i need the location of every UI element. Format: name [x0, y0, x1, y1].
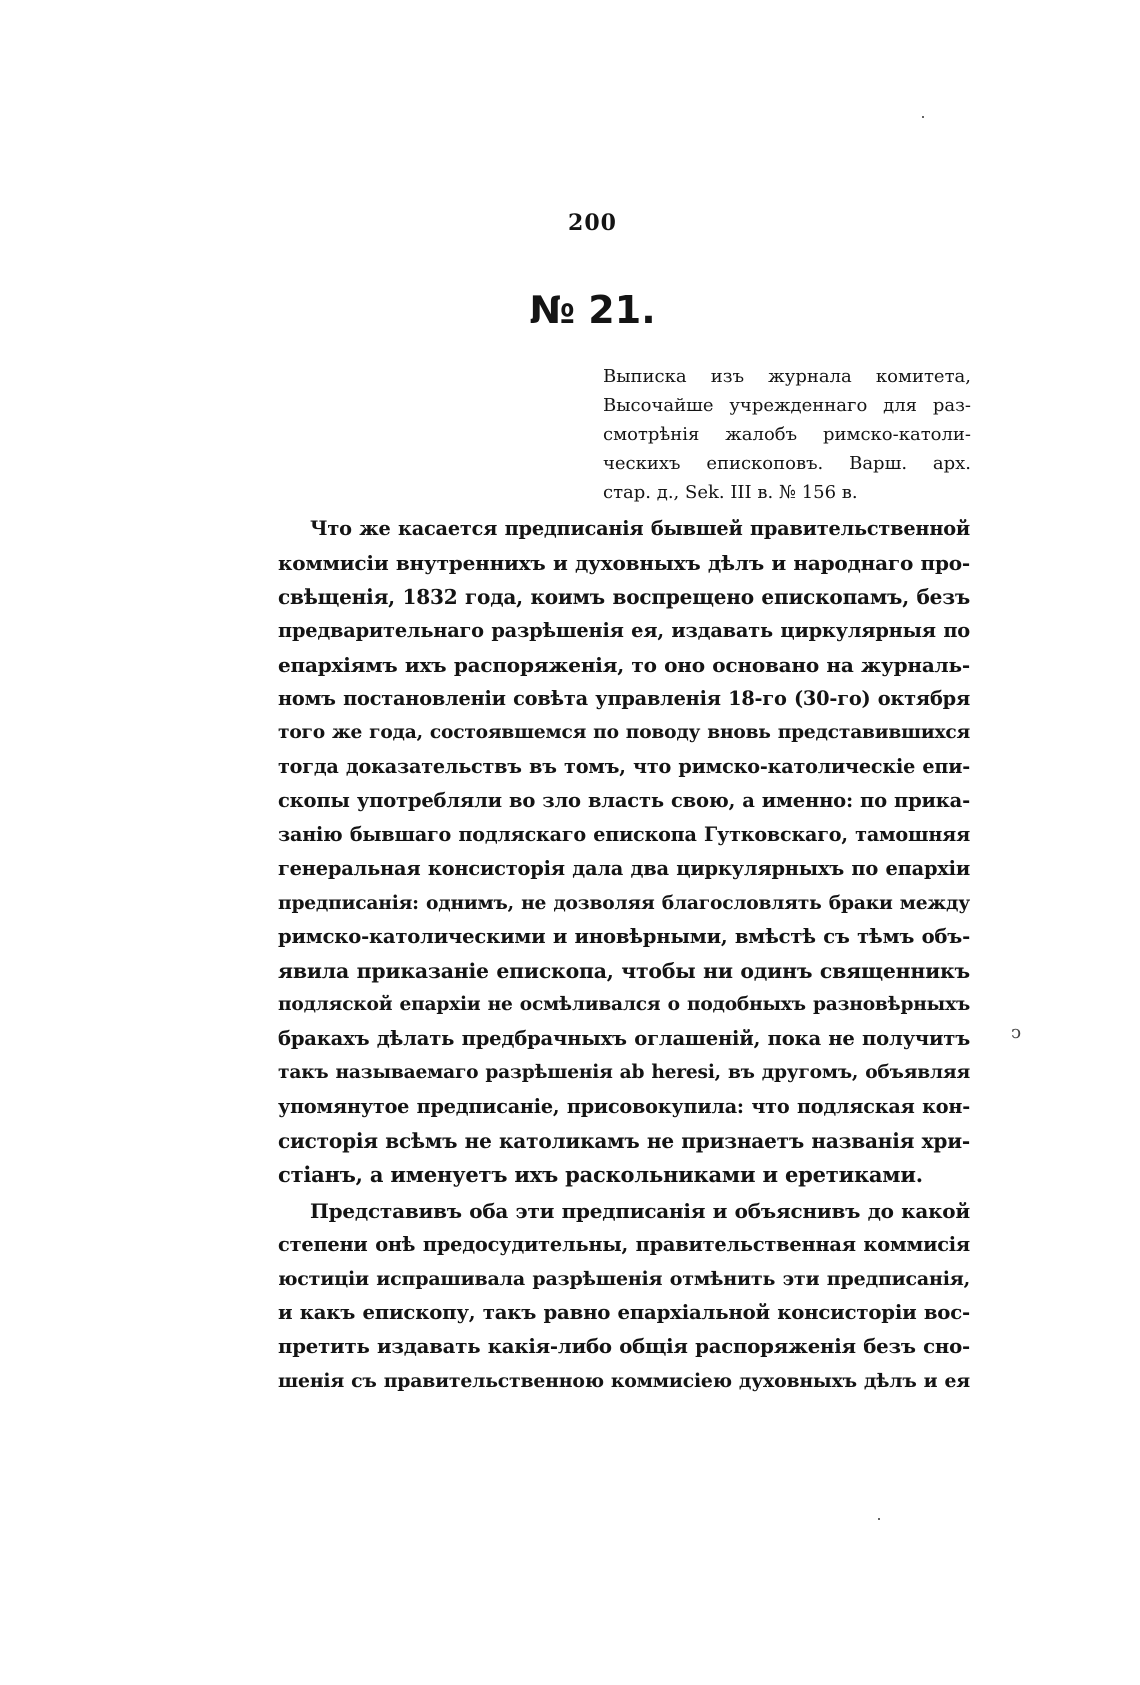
page-number [0, 210, 1140, 236]
source-note-line: ческихъ епископовъ. Варш. арх. [603, 453, 971, 474]
text-line: предписанія: однимъ, не дозволяя благословлять браки между [278, 892, 970, 914]
source-note-line: Высочайше учрежденнаго для раз- [603, 395, 971, 416]
text-line: тогда доказательствъ въ томъ, что римско-католическіе епи- [278, 755, 970, 778]
text-line: скопы употребляли во зло власть свою, а именно: по прика- [278, 789, 970, 812]
text-line: того же года, состоявшемся по поводу вновь представившихся [278, 722, 970, 743]
text-line: Представивъ оба эти предписанія и объяснивъ до какой [310, 1199, 970, 1223]
text-line: степени онѣ предосудительны, правительственная коммисія [278, 1233, 970, 1256]
text-line: свѣщенія, 1832 года, коимъ воспрещено епископамъ, безъ [278, 585, 970, 609]
paragraph-2 [278, 1194, 970, 1398]
text-line: стіанъ, а именуетъ ихъ раскольниками и еретиками. [278, 1162, 923, 1187]
text-line: бракахъ дѣлать предбрачныхъ оглашеній, пока не получитъ [278, 1027, 970, 1050]
text-line: коммисіи внутреннихъ и духовныхъ дѣлъ и народнаго про- [278, 551, 970, 575]
text-line: предварительнаго разрѣшенія ея, издавать циркулярныя по [278, 619, 970, 642]
text-line: Что же касается предписанія бывшей правительственной [310, 517, 970, 540]
source-note-line: Выписка изъ журнала комитета, [603, 366, 971, 387]
source-note-line: стар. д., Sek. III в. № 156 в. [603, 482, 858, 503]
text-line: упомянутое предписаніе, присовокупила: что подляская кон- [278, 1095, 970, 1118]
document-number-text: № 21. [529, 288, 656, 332]
page-number-text: 200 [568, 210, 617, 236]
text-line: систорія всѣмъ не католикамъ не признаетъ названія хри- [278, 1129, 970, 1153]
text-line: шенія съ правительственною коммисіею духовныхъ дѣлъ и ея [278, 1370, 970, 1392]
text-line: римско-католическими и иновѣрными, вмѣстѣ съ тѣмъ объ- [278, 925, 970, 948]
document-number-heading [0, 288, 1140, 332]
text-line: претить издавать какія-либо общія распоряженія безъ сно- [278, 1335, 970, 1358]
body-text [278, 512, 970, 1398]
text-line: занію бывшаго подляскаго епископа Гутковскаго, тамошняя [278, 823, 970, 846]
text-line: такъ называемаго разрѣшенія ab heresi, въ другомъ, объявляя [278, 1062, 970, 1083]
text-line: юстиціи испрашивала разрѣшенія отмѣнить эти предписанія, [278, 1268, 970, 1290]
text-line: явила приказаніе епископа, чтобы ни одинъ священникъ [278, 959, 970, 983]
margin-mark-icon: ↄ [1011, 1022, 1022, 1043]
text-line: подляской епархіи не осмѣливался о подобныхъ разновѣрныхъ [278, 994, 970, 1015]
text-line: епархіямъ ихъ распоряженія, то оно основано на журналь- [278, 653, 970, 677]
paragraph-1 [278, 512, 970, 1192]
scan-speck-icon [922, 116, 924, 118]
text-line: генеральная консисторія дала два циркулярныхъ по епархіи [278, 857, 970, 880]
source-note-line: смотрѣнія жалобъ римско-католи- [603, 424, 971, 445]
scan-speck-icon [878, 1518, 880, 1520]
source-citation-note [603, 362, 971, 507]
text-line: и какъ епископу, такъ равно епархіальной консисторіи вос- [278, 1301, 970, 1324]
text-line: номъ постановленіи совѣта управленія 18-го (30-го) октября [278, 687, 970, 710]
